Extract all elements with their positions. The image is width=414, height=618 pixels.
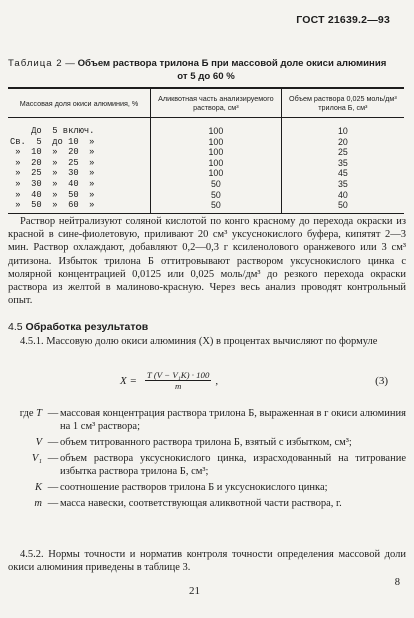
definition-dash: — <box>47 437 59 448</box>
table-row <box>8 190 404 201</box>
definition-text: соотношение растворов трилона Б и уксуснокислого цинка; <box>60 482 328 493</box>
table-row <box>8 168 404 179</box>
side-number: 8 <box>394 577 400 588</box>
range-cell: » 10 » 20 » <box>10 147 95 158</box>
definition-symbol <box>6 407 46 433</box>
formula-lhs: X = <box>120 374 137 387</box>
volume-cell: 40 <box>281 190 404 201</box>
paragraph-neutralization: Раствор нейтрализуют соляной кислотой по конго красному до перехода окраски из красной в сине-фиолетовую, приливают 20 см³ уксуснокислого буфера, кипятят 2—3 мин. Раствор охлаждают, добавляют 0,2—0,3 г ксиленолового оранжевого или 3 см³ дитизона. Избыток трилона Б оттитровывают раствором уксуснокислого цинка с молярной концентрацией 0,0125 или 0,025 моль/дм³ до резкого перехода окраски раствора из желтой в малиново-красную. Через весь анализ проводят контрольный опыт. <box>8 216 406 307</box>
volume-cell: 35 <box>281 158 404 169</box>
definition-text: объем титрованного раствора трилона Б, взятый с избытком, см³; <box>60 437 352 448</box>
definition-item <box>6 436 406 449</box>
aliquot-cell: 100 <box>151 147 282 158</box>
volume-cell: 20 <box>281 137 404 148</box>
definition-item <box>6 407 406 433</box>
table-caption <box>8 57 404 83</box>
range-cell: » 30 » 40 » <box>10 178 95 189</box>
formula-number: (3) <box>375 375 388 387</box>
aliquot-cell: 50 <box>151 190 282 201</box>
definition-item <box>6 481 406 494</box>
definition-text: массовая концентрация раствора трилона Б, выраженная в г окиси алюминия на 1 см³ раствора; <box>60 408 406 432</box>
aliquot-cell: 100 <box>151 158 282 169</box>
definition-symbol <box>6 436 46 449</box>
table-2 <box>8 87 404 214</box>
section-heading <box>8 321 406 334</box>
table-row <box>8 137 404 148</box>
symbol-T: T <box>36 408 42 419</box>
definition-text: объем раствора уксуснокислого цинка, израсходованный на титрование избытка раствора трилона Б, см³; <box>60 453 406 477</box>
paragraph-accuracy: 4.5.2. Нормы точности и норматив контроля точности определения массовой доли окиси алюминия приведены в таблице 3. <box>8 549 406 574</box>
volume-cell: 50 <box>281 200 404 213</box>
table-row <box>8 200 404 213</box>
definition-symbol <box>6 497 46 510</box>
aliquot-cell: 100 <box>151 168 282 179</box>
range-cell: » 20 » 25 » <box>10 157 95 168</box>
table-label: Таблица 2 <box>8 58 63 69</box>
definition-dash: — <box>47 408 59 419</box>
volume-cell: 35 <box>281 179 404 190</box>
table-header-row <box>8 88 404 118</box>
aliquot-cell: 100 <box>151 118 282 137</box>
range-cell: » 25 » 30 » <box>10 168 95 179</box>
page-number: 21 <box>189 585 200 597</box>
table-title-line2: от 5 до 60 % <box>177 71 235 82</box>
range-cell: » 50 » 60 » <box>8 200 151 213</box>
definition-text: масса навески, соответствующая аликвотной части раствора, г. <box>60 498 342 509</box>
definition-dash: — <box>47 482 59 493</box>
column-header-aliquot: Аликвотная часть анализируемого раствора, см³ <box>151 88 282 118</box>
symbol-K: K <box>34 482 42 493</box>
definition-dash: — <box>47 498 59 509</box>
range-cell: До 5 включ. <box>10 126 95 136</box>
range-cell: Св. 5 до 10 » <box>10 136 95 147</box>
formula-tail: , <box>215 374 219 387</box>
definition-item <box>6 452 406 478</box>
range-cell: » 40 » 50 » <box>10 189 95 200</box>
definition-symbol <box>6 452 46 478</box>
symbol-m: m <box>34 498 42 509</box>
formula-3 <box>120 370 218 391</box>
definitions-list <box>6 407 406 513</box>
formula-fraction <box>145 370 211 391</box>
volume-cell: 25 <box>281 147 404 158</box>
volume-cell: 45 <box>281 168 404 179</box>
symbol-V1: V₁ <box>31 453 42 464</box>
table-row <box>8 118 404 137</box>
aliquot-cell: 100 <box>151 137 282 148</box>
table-row <box>8 158 404 169</box>
section-number: 4.5 <box>8 321 23 333</box>
symbol-V: V <box>35 437 42 448</box>
definition-dash: — <box>47 453 59 464</box>
column-header-mass-fraction: Массовая доля окиси алюминия, % <box>8 88 151 118</box>
definition-item <box>6 497 406 510</box>
aliquot-cell: 50 <box>151 179 282 190</box>
section-title: Обработка результатов <box>25 321 149 333</box>
column-header-volume: Объем раствора 0,025 моль/дм³ трилона Б, см³ <box>281 88 404 118</box>
table-row <box>8 147 404 158</box>
table-row <box>8 179 404 190</box>
volume-cell: 10 <box>281 118 404 137</box>
formula-numerator: T (V − V₁K) · 100 <box>146 370 210 380</box>
table-title: Объем раствора трилона Б при массовой доле окиси алюминия <box>77 58 387 69</box>
definition-symbol <box>6 481 46 494</box>
standard-header: ГОСТ 21639.2—93 <box>296 14 390 26</box>
where-label: где <box>19 408 34 419</box>
table-caption-dash: — <box>65 58 75 69</box>
formula-denominator: m <box>174 381 182 391</box>
paragraph-formula-intro: 4.5.1. Массовую долю окиси алюминия (X) в процентах вычисляют по формуле <box>20 336 378 347</box>
aliquot-cell: 50 <box>151 200 282 213</box>
